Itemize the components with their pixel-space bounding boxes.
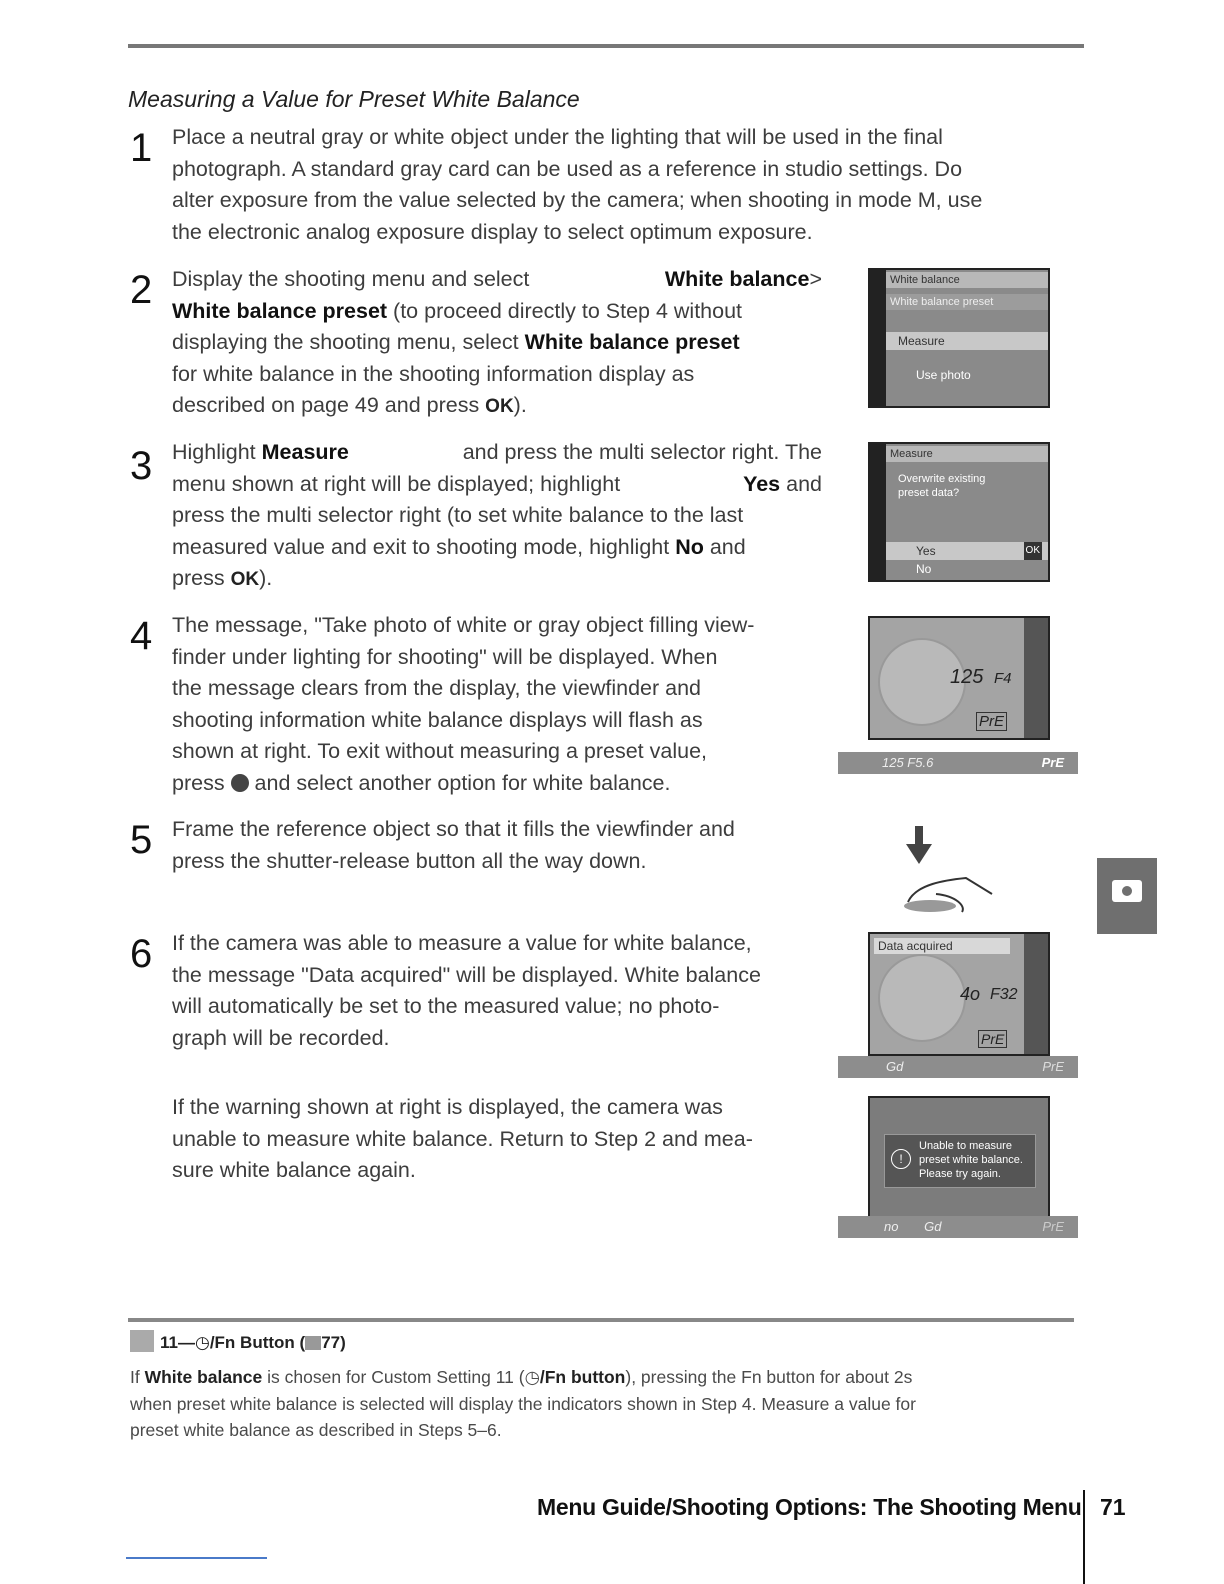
custom-setting-icon [130,1330,154,1352]
menu-item-ref: White balance [664,267,810,291]
menu-item-no: No [916,562,932,576]
step-2-text [172,264,822,423]
text-line: Place a neutral gray or white object under the lighting that will be used in the final [172,125,943,149]
text-line: If the warning shown at right is displayed, the camera was [172,1095,723,1119]
text-line: photograph. A standard gray card can be used as a reference in studio settings. Do [172,156,963,181]
bottom-link-line [126,1557,267,1559]
menu-item-ref: White balance preset [524,330,740,354]
ok-button-ref: OK [485,396,514,417]
text-line: when preset white balance is selected will display the indicators shown in Step 4. Measure a value for [130,1393,916,1414]
menu-item-use-photo: Use photo [916,368,971,382]
menu-item-ref: /Fn button [539,1367,626,1387]
text-run: press [172,566,231,590]
note-title [130,1330,346,1353]
text-run: and press the multi selector right. The [462,440,822,464]
viewfinder-display [838,1216,1078,1238]
text-line: shooting information white balance displays will flash as [172,707,703,732]
text-run: and select another option for white balance. [248,770,671,795]
info-side-panel [1024,618,1048,738]
text-line: preset white balance as described in Steps 5–6. [130,1420,502,1440]
text-run: If [130,1367,145,1387]
step-number: 4 [130,614,153,658]
ok-badge: OK [1024,542,1042,560]
shutter-speed: 125 [950,666,984,688]
text-line: will automatically be set to the measured value; no photo- [172,994,720,1018]
text-run: menu shown at right will be displayed; highlight [172,471,621,496]
screen-subtitle: White balance preset [886,294,1048,310]
warning-message [919,1139,1023,1181]
text-run: measured value and exit to shooting mode, highlight [172,534,676,559]
text-run: press [172,770,231,795]
step-number: 3 [130,444,153,488]
screen-title: Measure [886,446,1048,462]
warning-dialog [884,1134,1036,1188]
viewfinder-display [838,1056,1078,1078]
menu-item-ref: Yes [743,471,781,496]
step-4-text [172,610,822,799]
status-banner: Data acquired [874,938,1010,954]
viewfinder-readout: no [884,1219,899,1234]
data-acquired-display [868,932,1050,1056]
page-number: 71 [1100,1494,1126,1520]
aperture-value: F4 [994,670,1012,687]
arrow-down-icon [906,844,932,864]
viewfinder-readout: Gd [924,1219,942,1234]
text-run: and [780,471,822,496]
note-body [130,1364,1084,1444]
warning-line: Unable to measure [919,1140,1012,1152]
aperture-dial [878,954,966,1042]
text-line: shown at right. To exit without measuring a preset value, [172,739,708,763]
step-number: 5 [130,818,153,862]
measure-menu-screen [868,442,1050,582]
text-run: ). [513,393,527,417]
text-run: Highlight [172,440,262,464]
text-line: If the camera was able to measure a value for white balance, [172,931,752,955]
page-ref-icon [305,1336,321,1350]
step-number: 6 [130,932,153,976]
screen-prompt: Overwrite existing [898,473,986,485]
text-run: 11— [160,1333,195,1352]
step-6-text [172,928,822,1054]
menu-item-measure: Measure [886,332,1048,350]
viewfinder-display [838,752,1078,774]
arrow-shaft [915,826,923,846]
section-title: Measuring a Value for Preset White Balance [128,86,580,112]
warning-paragraph [172,1092,822,1187]
footer-divider [1083,1490,1085,1584]
text-line: the message clears from the display, the viewfinder and [172,676,702,700]
text-run: Display the shooting menu and select [172,267,530,291]
menu-item-ref: No [675,534,704,559]
warning-icon: ! [891,1149,911,1169]
text-run: /Fn Button ( [209,1333,306,1352]
text-run: displaying the shooting menu, select [172,330,525,354]
text-line: Frame the reference object so that it fills the viewfinder and [172,817,735,841]
text-line: sure white balance again. [172,1158,416,1182]
text-run: described on page 49 and press [172,393,486,417]
wb-indicator: PrE [978,1030,1007,1048]
viewfinder-readout: Gd [886,1059,904,1074]
step-number: 1 [130,126,153,170]
note-rule [128,1318,1074,1322]
step-1-text [172,122,1082,248]
shutter-speed: 4o [960,984,981,1004]
menu-item-ref: White balance preset [172,298,388,323]
menu-item-ref: Measure [261,440,349,464]
text-run: and [703,534,746,559]
menu-item-label: Yes [916,544,936,558]
text-run: 77) [321,1333,346,1352]
section-tab [1097,858,1157,934]
text-run: ), pressing the Fn button for about 2s [625,1367,913,1387]
screen-title: White balance [886,272,1048,288]
step-3-text [172,437,822,596]
screen-prompt: preset data? [898,487,960,499]
text-run: is chosen for Custom Setting 11 ( [262,1367,525,1387]
text-line: alter exposure from the value selected by the camera; when shooting in mode M, use [172,188,983,212]
wb-indicator: PrE [1042,1059,1064,1074]
warning-line: Please try again. [919,1168,1001,1180]
warning-line: preset white balance. [919,1154,1023,1166]
viewfinder-readout: 125 F5.6 [882,755,934,770]
text-line: the message "Data acquired" will be displayed. White balance [172,962,761,987]
shutter-button [904,900,956,912]
menu-item-ref: White balance [144,1367,263,1387]
wb-indicator: PrE [1041,755,1064,770]
text-line: press the shutter-release button all the way down. [172,848,647,873]
text-line: for white balance in the shooting information display as [172,361,695,386]
text-run: ). [259,566,273,590]
text-line: press the multi selector right (to set white balance to the last [172,503,744,527]
wb-indicator: PrE [1042,1219,1064,1234]
top-rule [128,44,1084,48]
info-side-panel [1024,934,1048,1054]
text-line: unable to measure white balance. Return to Step 2 and mea- [172,1126,753,1151]
shutter-press-illustration [896,820,1006,920]
shooting-info-display [868,616,1050,740]
step-number: 2 [130,268,153,312]
text-line: graph will be recorded. [172,1025,390,1050]
step-5-text [172,814,822,877]
text-run: (to proceed directly to Step 4 without [387,298,743,323]
aperture-value: F32 [990,986,1018,1003]
self-timer-icon: ◷ [524,1367,540,1387]
menu-item-yes [886,542,1048,560]
running-footer: Menu Guide/Shooting Options: The Shooting Menu [537,1494,1082,1520]
text-line: finder under lighting for shooting" will be displayed. When [172,644,718,669]
ok-button-ref: OK [230,569,260,590]
white-balance-menu-screen [868,268,1050,408]
menu-button-icon [231,774,249,792]
self-timer-icon: ◷ [194,1333,210,1352]
wb-indicator: PrE [976,712,1007,731]
warning-screen [868,1096,1050,1220]
text-run: > [809,267,822,291]
text-line: The message, "Take photo of white or gray object filling view- [172,613,755,637]
camera-icon [1112,880,1142,902]
text-line: the electronic analog exposure display to select optimum exposure. [172,219,813,244]
